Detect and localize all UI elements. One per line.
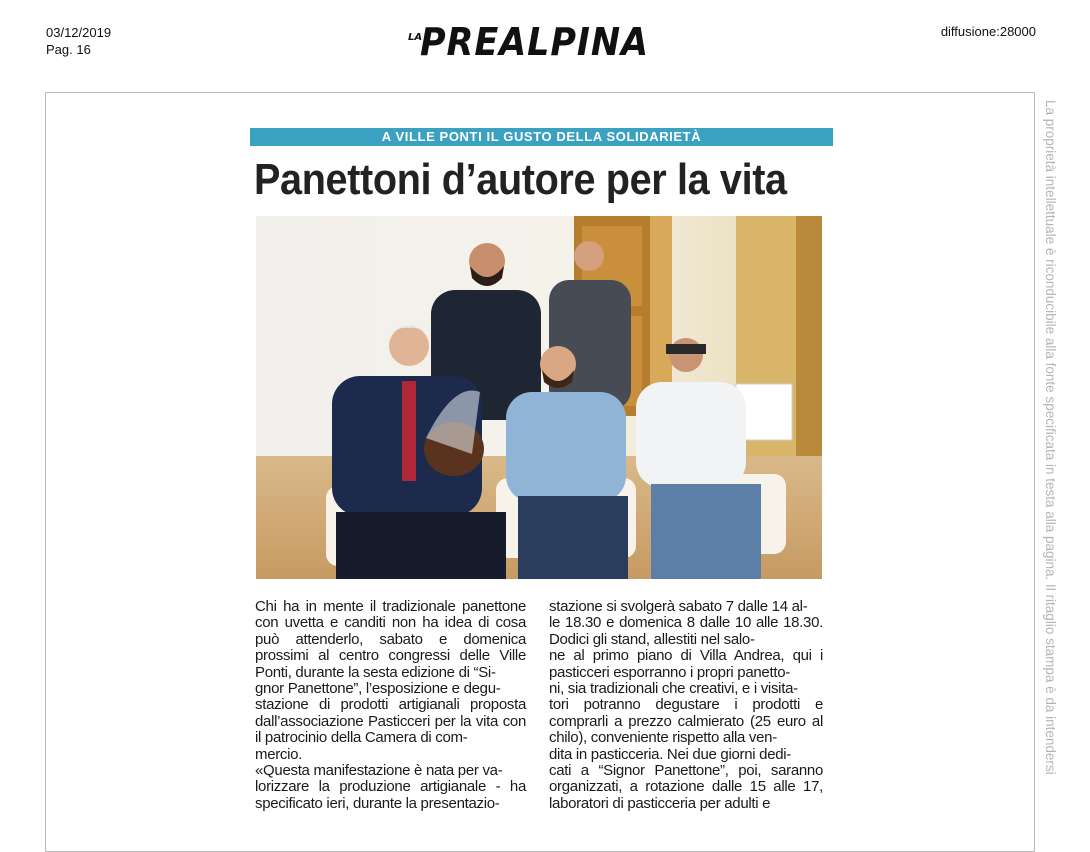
masthead-name: PREALPINA xyxy=(420,20,649,64)
masthead-logo xyxy=(408,18,698,68)
page-number: Pag. 16 xyxy=(46,42,91,57)
article-column-2 xyxy=(549,599,823,812)
paragraph: Chi ha in mente il tradizionale panettone con uvetta e canditi non ha idea di cosa può attenderlo, sabato e domenica prossimi al centro congressi delle Ville Ponti, durante la sesta edizione di “Si- gnor Panettone”, l’esposizione e degu- stazione di prodotti artigianali proposta dall’associazione Pasticceri per la vita con il patrocinio della Camera di com- mercio. xyxy=(255,598,526,763)
article-column-1 xyxy=(255,599,526,812)
paragraph: stazione si svolgerà sabato 7 dalle 14 al- le 18.30 e domenica 8 dalle 10 alle 18.30. Dodici gli stand, allestiti nel salo- ne al primo piano di Villa Andrea, qui i pasticceri esporranno i propri panetto- ni, sia tradizionali che creativi, e i visita- tori potranno degustare i prodotti e comprarli a prezzo calmierato (25 euro al chilo), conveniente rispetto alla ven- dita in pasticceria. Nei due giorni dedi- cati a “Signor Panettone”, poi, saranno organizzati, a rotazione dalle 15 alle 17, laboratori di pasticceria per adulti e xyxy=(549,598,823,812)
watermark-text: La proprietà intellettuale è riconducibile alla fonte specificata in testa alla pagina. Il ritaglio stampa è da intendersi xyxy=(1043,100,1058,775)
masthead-prefix: LA xyxy=(408,32,423,43)
circulation-info: diffusione:28000 xyxy=(940,24,1036,39)
copyright-watermark xyxy=(1042,100,1058,832)
article-headline: Panettoni d’autore per la vita xyxy=(254,155,787,204)
paragraph: «Questa manifestazione è nata per va- lorizzare la produzione artigianale - ha specificato ieri, durante la presentazio- xyxy=(255,762,526,812)
publication-date: 03/12/2019 xyxy=(46,25,112,40)
header-meta xyxy=(46,24,111,58)
article-kicker: A VILLE PONTI IL GUSTO DELLA SOLIDARIETÀ xyxy=(250,128,833,146)
group-photo-icon xyxy=(256,216,822,579)
